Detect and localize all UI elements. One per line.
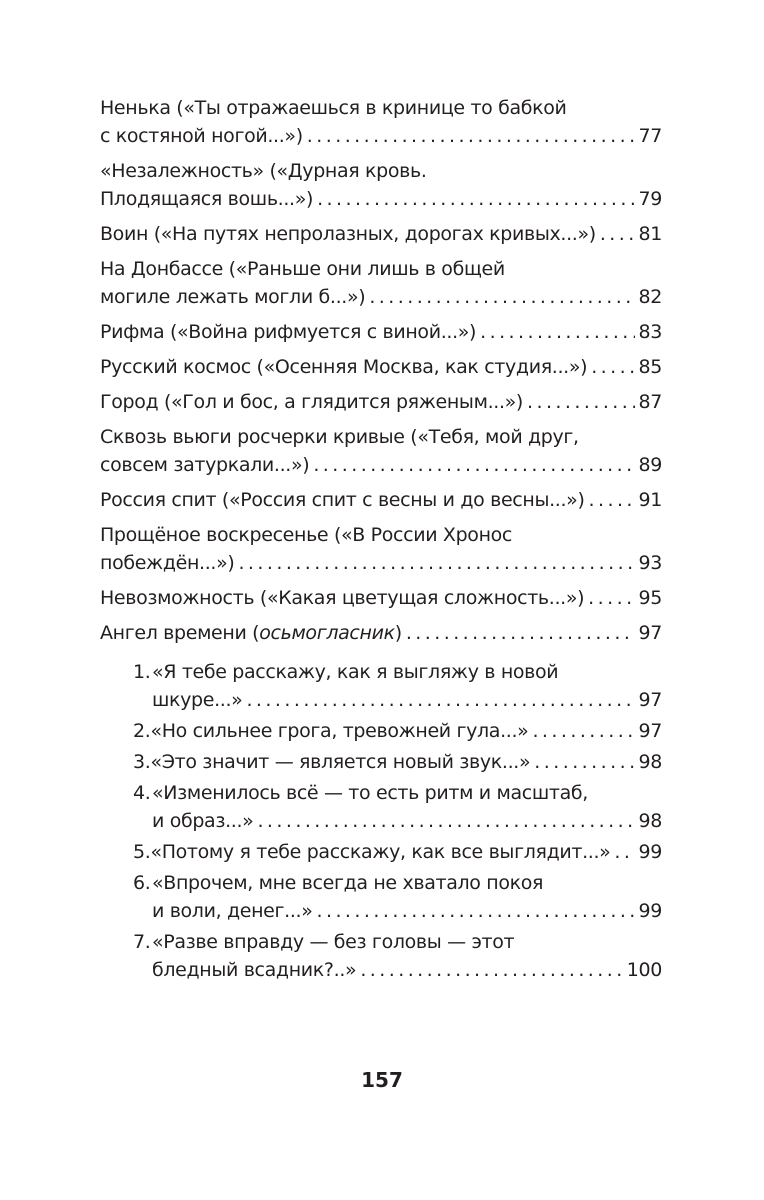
toc-page-number: 98 (638, 751, 662, 773)
toc-title-italic: осьмогласник (259, 622, 395, 644)
toc-entry (100, 353, 662, 381)
toc-title: «Впрочем, мне всегда не хватало покоя (152, 872, 544, 894)
dot-leader (313, 451, 634, 479)
subentry-number: 2. (133, 720, 151, 742)
toc-line (100, 549, 662, 577)
toc-page-number: 83 (638, 321, 662, 343)
dot-leader (317, 897, 635, 925)
page-folio-number: 157 (361, 1068, 403, 1092)
toc-line (100, 423, 662, 451)
toc-line (133, 748, 662, 776)
toc-title: Воин («На путях непролазных, дорогах кривых...») (100, 223, 596, 245)
toc-page-number: 99 (638, 841, 662, 863)
table-of-contents (100, 94, 662, 987)
toc-title: Ангел времени ( (100, 622, 260, 644)
toc-entry (100, 94, 662, 150)
toc-line (100, 318, 662, 346)
toc-entry (100, 521, 662, 577)
toc-entry (100, 388, 662, 416)
dot-leader (589, 486, 635, 514)
toc-title: Ненька («Ты отражаешься в кринице то бабкой (100, 97, 567, 119)
subentry-number: 7. (133, 931, 151, 953)
toc-page-number: 99 (638, 900, 662, 922)
toc-line (133, 838, 662, 866)
toc-page-number: 97 (638, 622, 662, 644)
dot-leader (406, 619, 635, 647)
dot-leader (369, 283, 634, 311)
toc-entry (100, 220, 662, 248)
toc-title: Россия спит («Россия спит с весны и до весны...») (100, 489, 585, 511)
toc-sublist (100, 658, 662, 984)
toc-page-number: 91 (638, 489, 662, 511)
toc-page-number: 100 (626, 959, 662, 981)
toc-title: совсем затуркали...») (100, 454, 310, 476)
toc-subentry (133, 779, 662, 835)
toc-title: Русский космос («Осенняя Москва, как студия...») (100, 356, 588, 378)
toc-title: Сквозь вьюги росчерки кривые («Тебя, мой друг, (100, 426, 579, 448)
toc-page-number: 97 (638, 689, 662, 711)
toc-subentry (133, 928, 662, 984)
dot-leader (591, 353, 634, 381)
toc-title: «Я тебе расскажу, как я выгляжу в новой (152, 661, 559, 683)
toc-subentry (133, 869, 662, 925)
toc-entry (100, 423, 662, 479)
toc-line (133, 779, 662, 807)
toc-line (100, 353, 662, 381)
toc-line (100, 94, 662, 122)
toc-page-number: 93 (638, 552, 662, 574)
toc-title-group (100, 619, 402, 647)
toc-line (133, 897, 662, 925)
toc-line (133, 658, 662, 686)
toc-subentry (133, 658, 662, 714)
toc-line (100, 619, 662, 647)
toc-title-close: ) (394, 622, 402, 644)
toc-title: «Разве вправду — без головы — этот (152, 931, 515, 953)
toc-title: «Изменилось всё — то есть ритм и масштаб, (152, 782, 588, 804)
subentry-number: 3. (133, 751, 151, 773)
toc-title: и образ...» (152, 810, 254, 832)
toc-page-number: 95 (638, 587, 662, 609)
dot-leader (614, 838, 634, 866)
dot-leader (317, 185, 634, 213)
toc-title: Плодящаяся вошь...») (100, 188, 314, 210)
dot-leader (527, 388, 635, 416)
toc-entry (100, 255, 662, 311)
toc-line (100, 388, 662, 416)
subentry-number: 1. (133, 661, 151, 683)
dot-leader (257, 807, 634, 835)
toc-line (100, 122, 662, 150)
toc-entry (100, 157, 662, 213)
dot-leader (246, 686, 634, 714)
dot-leader (480, 318, 634, 346)
toc-entry (100, 584, 662, 612)
toc-page-number: 89 (638, 454, 662, 476)
toc-title: «Это значит — является новый звук...» (150, 751, 531, 773)
toc-title: Прощёное воскресенье («В России Хронос (100, 524, 513, 546)
toc-title: побеждён...») (100, 552, 235, 574)
dot-leader (307, 122, 635, 150)
toc-page-number: 98 (638, 810, 662, 832)
toc-subentry (133, 748, 662, 776)
toc-line (100, 451, 662, 479)
toc-line (100, 283, 662, 311)
toc-line (100, 220, 662, 248)
toc-title: Рифма («Война рифмуется с виной...») (100, 321, 477, 343)
toc-title: бледный всадник?..» (152, 959, 357, 981)
toc-title: шкуре...» (152, 689, 243, 711)
toc-page-number: 85 (638, 356, 662, 378)
subentry-number: 6. (133, 872, 151, 894)
toc-page-number: 87 (638, 391, 662, 413)
toc-title: Город («Гол и бос, а глядится ряженым...») (100, 391, 523, 413)
subentry-number: 4. (133, 782, 151, 804)
subentry-number: 5. (133, 841, 151, 863)
toc-line (100, 521, 662, 549)
toc-title: Невозможность («Какая цветущая сложность...») (100, 587, 585, 609)
toc-title: с костяной ногой...») (100, 125, 303, 147)
toc-entry (100, 486, 662, 514)
toc-line (133, 928, 662, 956)
toc-title: «Но сильнее грога, тревожней гула...» (150, 720, 529, 742)
toc-page-number: 97 (638, 720, 662, 742)
toc-line (133, 686, 662, 714)
toc-line (100, 486, 662, 514)
toc-subentry (133, 717, 662, 745)
toc-subentry (133, 838, 662, 866)
toc-page-number: 81 (638, 223, 662, 245)
toc-line (100, 255, 662, 283)
toc-title: и воли, денег...» (152, 900, 313, 922)
toc-page-number: 82 (638, 286, 662, 308)
dot-leader (534, 748, 634, 776)
toc-page-number: 77 (638, 125, 662, 147)
toc-title: могиле лежать могли б...») (100, 286, 366, 308)
toc-entry (100, 318, 662, 346)
dot-leader (238, 549, 634, 577)
toc-line (100, 185, 662, 213)
toc-line (133, 956, 662, 984)
toc-title: «Потому я тебе расскажу, как все выглядит...» (150, 841, 611, 863)
toc-entry (100, 619, 662, 647)
toc-title: «Незалежность» («Дурная кровь. (100, 160, 427, 182)
dot-leader (588, 584, 634, 612)
dot-leader (532, 717, 634, 745)
toc-line (133, 869, 662, 897)
toc-page-number: 79 (638, 188, 662, 210)
toc-title: На Донбассе («Раньше они лишь в общей (100, 258, 505, 280)
toc-line (100, 157, 662, 185)
toc-line (133, 807, 662, 835)
dot-leader (360, 956, 622, 984)
toc-line (100, 584, 662, 612)
dot-leader (600, 220, 635, 248)
toc-line (133, 717, 662, 745)
